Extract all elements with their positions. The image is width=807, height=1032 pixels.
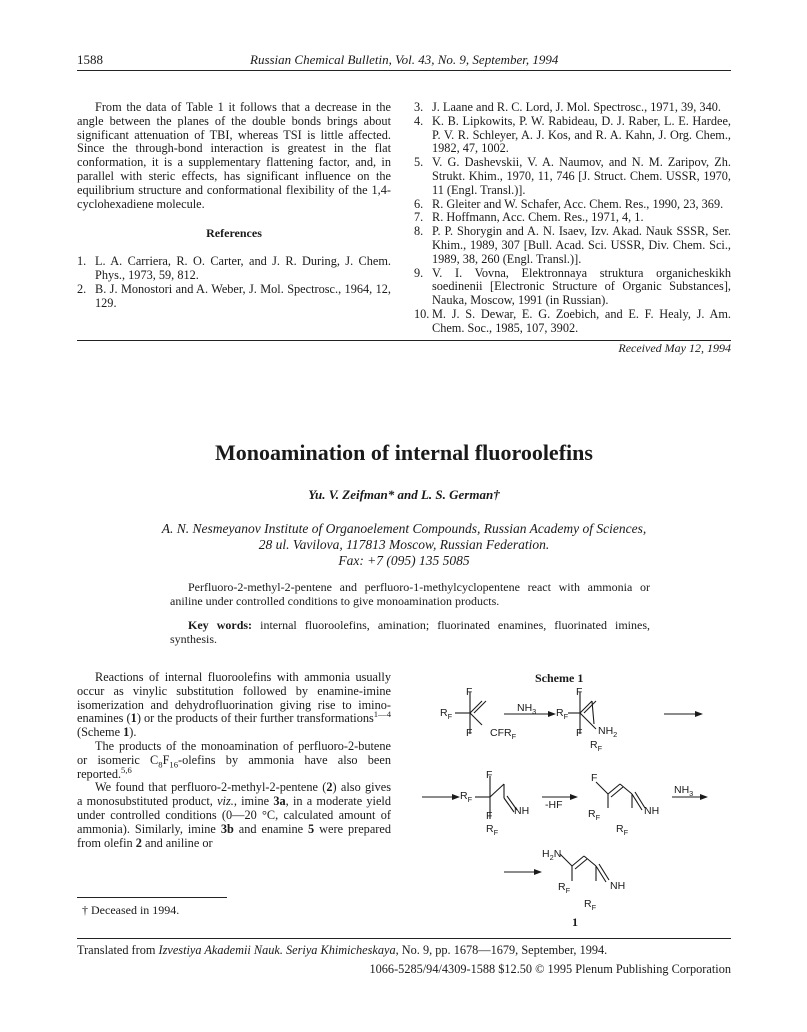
reference-text: J. Laane and R. C. Lord, J. Mol. Spectrosc., 1971, 39, 340. bbox=[432, 100, 721, 114]
body-paragraph-3: We found that perfluoro-2-methyl-2-pentene (2) also gives a monosubstituted product, viz., imine 3a, in a moderate yield under controlled conditions (0—20 °C, calculated amount of ammonia). Similarly, imine 3b and enamine 5 were prepared from olefin 2 and aniline or bbox=[77, 780, 391, 850]
reference-text: P. P. Shorygin and A. N. Isaev, Izv. Akad. Nauk SSSR, Ser. Khim., 1989, 307 [Bull. Acad. Sci. USSR, Div. Chem. Sci., 1989, 38, 260 (Engl. Transl.)]. bbox=[432, 224, 731, 266]
label-nh3: $NH_3$ bbox=[674, 784, 694, 799]
arrowhead bbox=[570, 794, 578, 800]
footnote: † Deceased in 1994. bbox=[82, 903, 180, 917]
reference-item bbox=[414, 211, 731, 225]
label-nh3: $NH_3$ bbox=[517, 702, 537, 717]
journal-header: Russian Chemical Bulletin, Vol. 43, No. 9, September, 1994 bbox=[250, 52, 559, 67]
header-rule bbox=[77, 70, 731, 71]
arrowhead bbox=[534, 869, 542, 875]
article-title: Monoamination of internal fluoroolefins bbox=[215, 440, 593, 465]
references-list-left bbox=[77, 255, 391, 310]
reference-text: V. G. Dashevskii, V. A. Naumov, and N. M. Zaripov, Zh. Strukt. Khim., 1970, 11, 746 [J. Struct. Chem. USSR, 1970, 11 (Engl. Transl.)]. bbox=[432, 155, 731, 197]
reference-number: 8. bbox=[414, 224, 424, 239]
bond bbox=[560, 854, 572, 866]
keywords bbox=[170, 618, 650, 646]
affiliation bbox=[77, 521, 731, 569]
label-rf: $R_F$ bbox=[558, 881, 571, 896]
reference-item bbox=[77, 255, 391, 283]
bond bbox=[584, 856, 596, 866]
reference-number: 3. bbox=[414, 100, 424, 114]
reference-number: 6. bbox=[414, 196, 424, 211]
bond bbox=[572, 856, 584, 866]
compound-number: 1 bbox=[572, 915, 578, 929]
reference-text: L. A. Carriera, R. O. Carter, and J. R. During, J. Chem. Phys., 1973, 59, 812. bbox=[95, 254, 391, 282]
arrowhead bbox=[548, 711, 556, 717]
label-rf: $R_F$ bbox=[556, 707, 569, 722]
reference-number: 9. bbox=[414, 265, 424, 280]
label-h2n: $H_2N$ bbox=[542, 848, 562, 863]
reference-number: 10. bbox=[414, 306, 430, 321]
bond bbox=[470, 713, 482, 725]
reference-text: B. J. Monostori and A. Weber, J. Mol. Spectrosc., 1964, 12, 129. bbox=[95, 281, 391, 310]
left-column-top bbox=[77, 101, 391, 310]
reference-item bbox=[414, 115, 731, 156]
arrowhead bbox=[695, 711, 703, 717]
reference-text: M. J. S. Dewar, E. G. Zoebich, and E. F. Healy, J. Am. Chem. Soc., 1985, 107, 3902. bbox=[432, 306, 731, 335]
reference-item bbox=[414, 156, 731, 197]
label-nh: NH bbox=[644, 805, 660, 817]
reference-text: V. I. Vovna, Elektronnaya struktura organicheskikh soedinenii [Electronic Structure of Organic Substances], Nauka, Moscow, 1991 (in Russian). bbox=[432, 265, 731, 308]
page-number: 1588 bbox=[77, 52, 103, 67]
keywords-text: internal fluoroolefins, amination; fluorinated enamines, fluorinated imines, synthesis. bbox=[170, 618, 650, 646]
label-rf: $R_F$ bbox=[460, 790, 473, 805]
body-column-left bbox=[77, 671, 391, 850]
footnote-rule bbox=[77, 897, 227, 898]
article-authors: Yu. V. Zeifman* and L. S. German† bbox=[308, 487, 500, 502]
reference-item bbox=[414, 198, 731, 212]
body-paragraph-2: The products of the monoamination of perfluoro-2-butene or isomeric $C_8F_{16}$-olefins by ammonia have also been reported.$^{5,6}$ bbox=[77, 738, 391, 781]
label-f: F bbox=[466, 686, 473, 698]
translation-note: Translated from Izvestiya Akademii Nauk. Seriya Khimicheskaya, No. 9, pp. 1678—1679, September, 1994. bbox=[77, 943, 608, 957]
arrowhead bbox=[700, 794, 708, 800]
references-list-right bbox=[414, 101, 731, 336]
reference-number: 2. bbox=[77, 281, 87, 296]
reference-item bbox=[414, 308, 731, 336]
label-rf: $R_F$ bbox=[440, 707, 453, 722]
label-f: F bbox=[486, 810, 493, 822]
bond bbox=[599, 864, 609, 880]
label-rf: $R_F$ bbox=[486, 823, 499, 838]
scheme-title: Scheme 1 bbox=[535, 671, 584, 685]
body-paragraph-1: Reactions of internal fluoroolefins with ammonia usually occur as vinylic substitution followed by enamine-imine isomerization and dehydrofluorination giving rise to imino-enamines (1) or the products of their further transformations$^{1—4}$ (Scheme 1). bbox=[77, 670, 391, 740]
bond bbox=[490, 784, 504, 797]
reference-number: 1. bbox=[77, 254, 87, 269]
bond bbox=[596, 866, 606, 882]
affiliation-fax: Fax: +7 (095) 135 5085 bbox=[338, 553, 470, 568]
reference-text: K. B. Lipkowits, P. W. Rabideau, D. J. Raber, L. E. Hardee, P. V. R. Schleyer, A. J. Kos, and R. A. Kahn, J. Org. Chem., 1982, 47, 1002. bbox=[432, 113, 731, 156]
bond bbox=[575, 859, 587, 869]
scheme-1-diagram bbox=[410, 684, 731, 934]
abstract-block bbox=[170, 580, 650, 646]
abstract-text: Perfluoro-2-methyl-2-pentene and perfluoro-1-methylcyclopentene react with ammonia or aniline under controlled conditions to give monoamination products. bbox=[170, 580, 650, 608]
right-column-top bbox=[414, 101, 731, 336]
references-heading: References bbox=[206, 226, 262, 241]
reference-number: 5. bbox=[414, 155, 424, 170]
keywords-label: Key words: bbox=[188, 618, 253, 632]
affiliation-line-2: 28 ul. Vavilova, 117813 Moscow, Russian Federation. bbox=[258, 537, 550, 552]
arrowhead bbox=[452, 794, 460, 800]
label-nh: NH bbox=[514, 805, 530, 817]
label-rf: $R_F$ bbox=[588, 808, 601, 823]
reference-item bbox=[414, 101, 731, 115]
reference-number: 4. bbox=[414, 113, 424, 128]
bond bbox=[620, 784, 632, 794]
label-f: F bbox=[576, 686, 583, 698]
label-minus-hf: -HF bbox=[545, 799, 563, 811]
bond bbox=[504, 798, 514, 812]
label-rf: $R_F$ bbox=[584, 898, 597, 913]
bond bbox=[611, 787, 623, 797]
label-rf: $R_F$ bbox=[590, 739, 603, 754]
reference-number: 7. bbox=[414, 210, 424, 225]
label-nh: NH bbox=[610, 880, 626, 892]
copyright-line: 1066-5285/94/4309-1588 $12.50 © 1995 Plenum Publishing Corporation bbox=[369, 962, 731, 976]
received-date: Received May 12, 1994 bbox=[618, 341, 731, 355]
bond bbox=[632, 794, 642, 810]
bond bbox=[596, 782, 608, 794]
reference-item bbox=[414, 267, 731, 308]
conclusion-paragraph: From the data of Table 1 it follows that a decrease in the angle between the planes of the double bonds brings about significant attenuation of TBI, whereas TSI is little affected. Since the through-bond interaction is greatest in the flat conformation, it is a supplementary flattening factor, and, in parallel with steric effects, has significant influence on the equilibrium structure and conformational flexibility of the 1,4-cyclohexadiene molecule. bbox=[77, 100, 391, 211]
label-f: F bbox=[576, 727, 583, 739]
label-cfrf: $CFR_F$ bbox=[490, 727, 517, 742]
reference-text: R. Hoffmann, Acc. Chem. Res., 1971, 4, 1. bbox=[432, 210, 644, 225]
reference-text: R. Gleiter and W. Schafer, Acc. Chem. Res., 1990, 23, 369. bbox=[432, 196, 724, 211]
bond bbox=[608, 784, 620, 794]
bottom-rule bbox=[77, 938, 731, 939]
reference-item bbox=[77, 283, 391, 311]
label-f: F bbox=[591, 772, 598, 784]
affiliation-line-1: A. N. Nesmeyanov Institute of Organoelement Compounds, Russian Academy of Sciences, bbox=[161, 521, 647, 536]
reference-item bbox=[414, 225, 731, 266]
label-rf: $R_F$ bbox=[616, 823, 629, 838]
label-f: F bbox=[466, 727, 473, 739]
label-f: F bbox=[486, 769, 493, 781]
label-nh2: $NH_2$ bbox=[598, 725, 618, 740]
